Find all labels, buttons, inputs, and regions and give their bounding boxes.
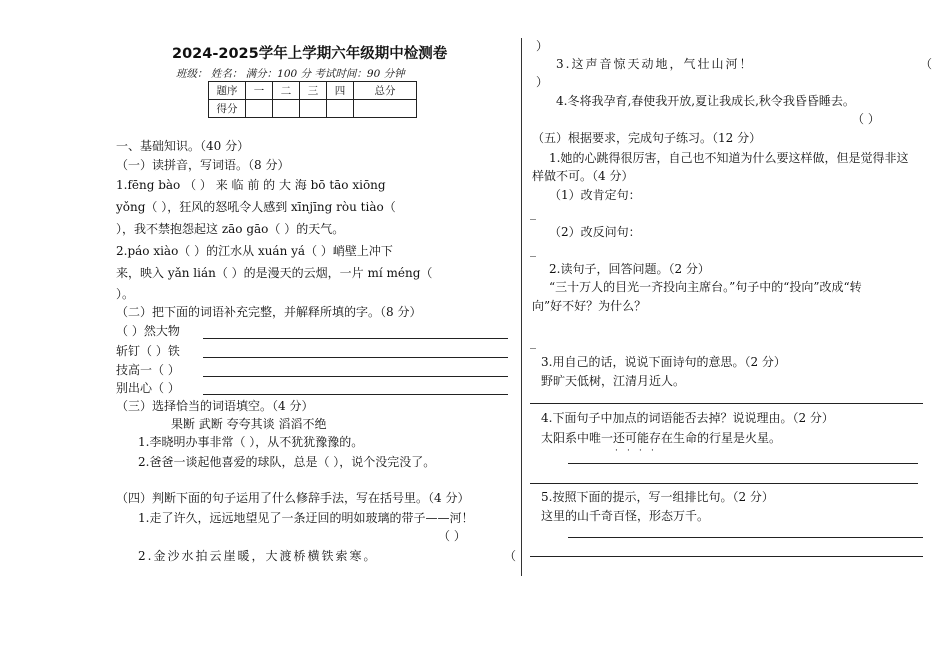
part-4-question-1: 1.走了许久，远远地望见了一条迂回的明如玻璃的带子——河！ bbox=[138, 511, 474, 525]
part-5-title: （五）根据要求，完成句子练习。（12 分） bbox=[532, 131, 762, 145]
part-3-question-2: 2.爸爸一谈起他喜爱的球队，总是（ ），说个没完没了。 bbox=[138, 455, 436, 469]
answer-line[interactable] bbox=[203, 394, 508, 395]
score-row-label: 得分 bbox=[209, 100, 246, 118]
part-4-title: （四）判断下面的句子运用了什么修辞手法，写在括号里。（4 分） bbox=[116, 491, 470, 505]
answer-line[interactable] bbox=[203, 357, 508, 358]
score-table bbox=[208, 81, 417, 118]
part-2-title: （二）把下面的词语补充完整，并解释所填的字。（8 分） bbox=[116, 305, 422, 319]
part-4-question-3: 3.这声音惊天动地，气壮山河！ bbox=[556, 57, 754, 71]
continued-paren: ） bbox=[536, 39, 549, 53]
answer-line[interactable] bbox=[530, 483, 918, 484]
part-5-q5-sentence: 这里的山千奇百怪，形态万千。 bbox=[541, 509, 710, 523]
score-cell[interactable] bbox=[246, 100, 273, 118]
answer-dash[interactable]: _ bbox=[530, 335, 536, 349]
score-header-cell: 四 bbox=[327, 82, 354, 100]
idiom-item: 斩钉（ ）铁 bbox=[116, 344, 180, 358]
score-header-cell: 题序 bbox=[209, 82, 246, 100]
part-5-q1-line-2: 样做不可。（4 分） bbox=[532, 169, 634, 183]
emphasis-dot: · bbox=[627, 446, 630, 456]
part-5-q5: 5.按照下面的提示，写一组排比句。（2 分） bbox=[541, 490, 774, 504]
answer-paren[interactable]: （ ） bbox=[438, 529, 466, 543]
answer-line[interactable] bbox=[568, 463, 918, 464]
part-1-line-2: yǒng（ ），狂风的怒吼令人感到 xīnjīng ròu tiào（ bbox=[116, 200, 396, 214]
answer-dash[interactable]: _ bbox=[530, 243, 536, 257]
score-header-cell: 总分 bbox=[354, 82, 417, 100]
score-cell[interactable] bbox=[354, 100, 417, 118]
score-cell[interactable] bbox=[327, 100, 354, 118]
idiom-item: （ ）然大物 bbox=[116, 324, 180, 338]
part-5-q2: 2.读句子，回答问题。（2 分） bbox=[549, 262, 710, 276]
answer-paren[interactable]: （ ） bbox=[852, 112, 880, 126]
answer-paren[interactable]: （ bbox=[920, 57, 933, 71]
part-5-q2-line-2: 向”好不好？为什么？ bbox=[532, 299, 647, 313]
part-3-question-1: 1.李晓明办事非常（ ），从不犹犹豫豫的。 bbox=[138, 435, 364, 449]
score-header-cell: 二 bbox=[273, 82, 300, 100]
answer-line[interactable] bbox=[530, 556, 923, 557]
idiom-item: 技高一（ ） bbox=[116, 363, 180, 377]
score-cell[interactable] bbox=[300, 100, 327, 118]
poem-line: 野旷天低树，江清月近人。 bbox=[541, 374, 686, 388]
word-bank: 果断 武断 夸夸其谈 滔滔不绝 bbox=[171, 417, 327, 431]
part-1-title: （一）读拼音，写词语。（8 分） bbox=[116, 158, 290, 172]
score-table-header-row bbox=[209, 82, 417, 100]
part-4-question-4: 4.冬将我孕育,春使我开放,夏让我成长,秋令我昏昏睡去。 bbox=[556, 94, 855, 108]
part-5-q4: 4.下面句子中加点的词语能否去掉？说说理由。（2 分） bbox=[541, 411, 834, 425]
column-divider bbox=[521, 38, 522, 576]
emphasis-dot: · bbox=[639, 446, 642, 456]
part-1-line-3: ），我不禁抱怨起这 zāo gāo（ ）的天气。 bbox=[116, 222, 345, 236]
score-header-cell: 三 bbox=[300, 82, 327, 100]
emphasis-dot: · bbox=[615, 446, 618, 456]
exam-title: 2024-2025学年上学期六年级期中检测卷 bbox=[172, 46, 448, 62]
part-5-q1-line-1: 1.她的心跳得很厉害，自己也不知道为什么要这样做，但是觉得非这 bbox=[549, 151, 909, 165]
answer-paren[interactable]: （ bbox=[504, 549, 517, 563]
answer-line[interactable] bbox=[203, 376, 508, 377]
emphasis-dot: · bbox=[651, 446, 654, 456]
section-1-heading: 一、基础知识。（40 分） bbox=[116, 139, 250, 153]
score-header-cell: 一 bbox=[246, 82, 273, 100]
part-1-line-5: 来，映入 yǎn lián（ ）的是漫天的云烟，一片 mí méng（ bbox=[116, 266, 433, 280]
part-1-line-4: 2.páo xiào（ ）的江水从 xuán yá（ ）峭壁上冲下 bbox=[116, 244, 393, 258]
answer-dash[interactable]: _ bbox=[530, 206, 536, 220]
part-5-q2-line-1: “三十万人的目光一齐投向主席台。”句子中的“投向”改成“转 bbox=[549, 280, 862, 294]
part-5-q1-a: （1）改肯定句： bbox=[549, 188, 641, 202]
answer-line[interactable] bbox=[203, 338, 508, 339]
part-4-question-2: 2.金沙水拍云崖暖，大渡桥横铁索寒。 bbox=[138, 549, 378, 563]
answer-paren-close: ） bbox=[536, 75, 549, 89]
score-cell[interactable] bbox=[273, 100, 300, 118]
part-3-title: （三）选择恰当的词语填空。（4 分） bbox=[116, 399, 314, 413]
part-5-q3: 3.用自己的话，说说下面诗句的意思。（2 分） bbox=[541, 355, 786, 369]
part-1-line-1: 1.fēng bào （ ） 来 临 前 的 大 海 bō tāo xiōng bbox=[116, 178, 386, 192]
part-5-q4-sentence: 太阳系中唯一还可能存在生命的行星是火星。 bbox=[541, 431, 782, 445]
answer-line[interactable] bbox=[568, 537, 923, 538]
answer-line[interactable] bbox=[530, 403, 923, 404]
part-5-q1-b: （2）改反问句： bbox=[549, 225, 641, 239]
part-1-line-6: ）。 bbox=[116, 287, 135, 301]
idiom-item: 别出心（ ） bbox=[116, 381, 180, 395]
exam-info: 班级： 姓名： 满分：100 分 考试时间：90 分钟 bbox=[176, 68, 405, 80]
score-table-score-row bbox=[209, 100, 417, 118]
